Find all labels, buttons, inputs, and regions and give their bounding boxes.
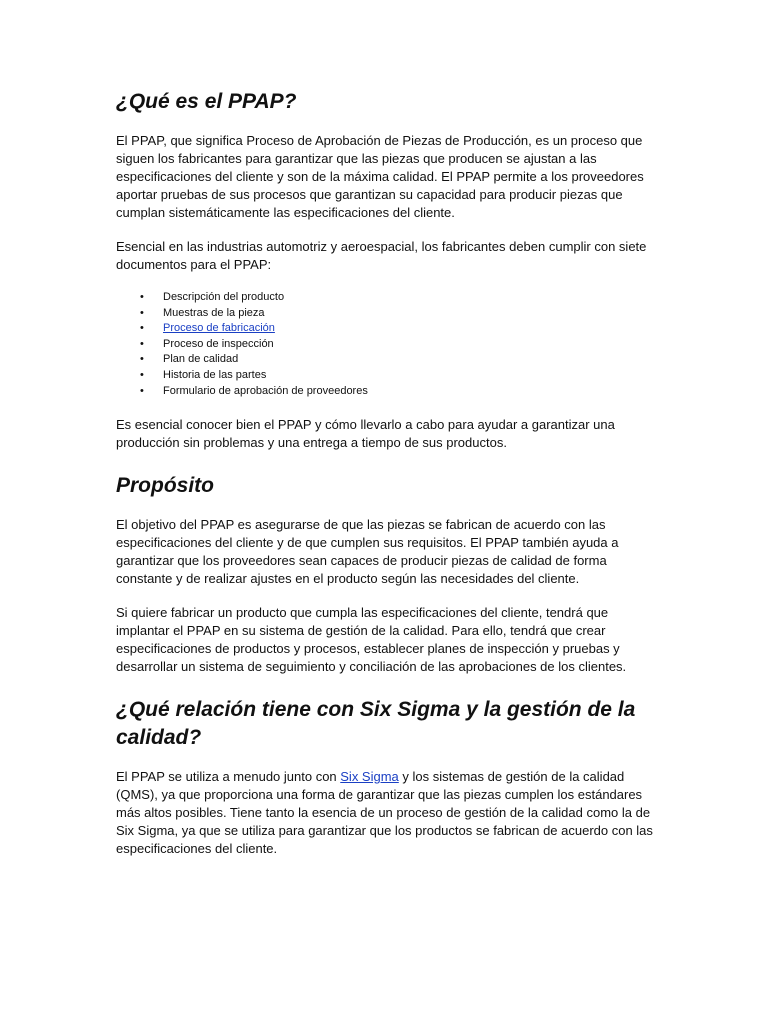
paragraph-proposito-implantar: Si quiere fabricar un producto que cumpla las especificaciones del cliente, tendrá que implantar el PPAP en su sistema de gestión de la calidad. Para ello, tendrá que crear especificaciones de productos y procesos, establecer planes de inspección y pruebas y desarrollar un sistema de seguimiento y conciliación de las aprobaciones de los clientes.: [116, 605, 627, 675]
heading-six-sigma: ¿Qué relación tiene con Six Sigma y la gestión de la calidad?: [116, 698, 636, 750]
list-item: • Plan de calidad: [116, 352, 656, 368]
paragraph-ppap-definition: El PPAP, que significa Proceso de Aprobación de Piezas de Producción, es un proceso que siguen los fabricantes para garantizar que las piezas que producen se ajustan a las especificaciones del cliente y son de la máxima calidad. El PPAP permite a los proveedores aportar pruebas de sus procesos que garantizan su capacidad para producir piezas que cumplan sistemáticamente las especificaciones del cliente.: [116, 133, 644, 220]
paragraph-six-sigma: [116, 768, 656, 858]
link-proceso-fabricacion[interactable]: Proceso de fabricación: [163, 322, 275, 335]
list-item: • Proceso de inspección: [116, 337, 656, 353]
paragraph-ppap-importance: Es esencial conocer bien el PPAP y cómo llevarlo a cabo para ayudar a garantizar una producción sin problemas y una entrega a tiempo de sus productos.: [116, 417, 615, 451]
list-item: • Muestras de la pieza: [116, 306, 656, 322]
heading-proposito: Propósito: [116, 474, 214, 498]
list-item: [116, 321, 656, 337]
documents-list: [116, 290, 656, 399]
paragraph-ppap-documents-intro: Esencial en las industrias automotriz y aeroespacial, los fabricantes deben cumplir con siete documentos para el PPAP:: [116, 239, 647, 272]
list-item: • Formulario de aprobación de proveedores: [116, 384, 656, 400]
paragraph-text: y los sistemas de gestión de la calidad (QMS), ya que proporciona una forma de garantizar que las piezas cumplen los estándares más altos posibles. Tiene tanto la esencia de un proceso de gestión de la calidad como la de Six Sigma, ya que se utiliza para garantizar que los productos se fabrican de acuerdo con las especificaciones del cliente.: [116, 769, 653, 857]
list-item: • Historia de las partes: [116, 368, 656, 384]
list-item: • Descripción del producto: [116, 290, 656, 306]
document-page: [116, 88, 656, 858]
paragraph-proposito-objetivo: El objetivo del PPAP es asegurarse de que las piezas se fabrican de acuerdo con las especificaciones del cliente y de que cumplen sus requisitos. El PPAP también ayuda a garantizar que los proveedores sean capaces de producir piezas de calidad de forma constante y de realizar ajustes en el producto según las necesidades del cliente.: [116, 517, 619, 587]
paragraph-text: El PPAP se utiliza a menudo junto con: [116, 769, 341, 785]
link-six-sigma[interactable]: Six Sigma: [340, 769, 399, 785]
heading-que-es-ppap: ¿Qué es el PPAP?: [116, 90, 297, 113]
